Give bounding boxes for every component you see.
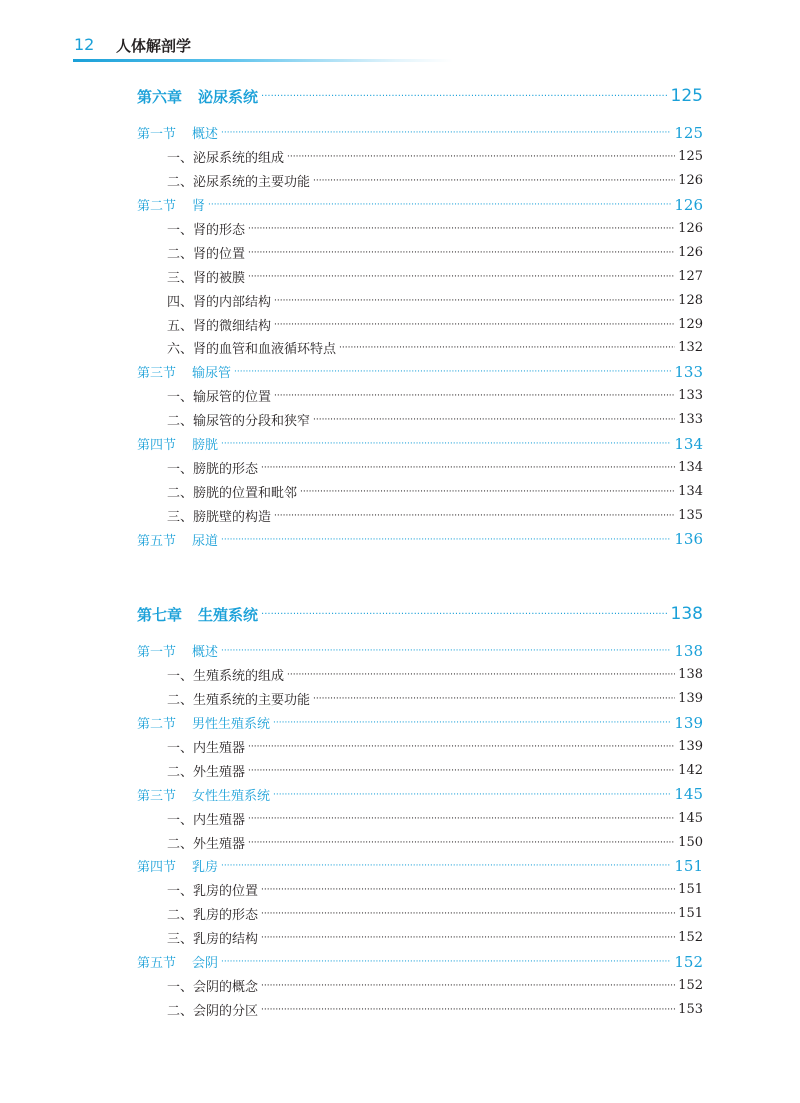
section-heading [137, 641, 218, 660]
section-page-number: 151 [674, 856, 703, 875]
subsection-page-number: 134 [678, 483, 703, 499]
toc-chapter-7 [137, 589, 703, 1021]
dot-leader [313, 414, 675, 425]
subsection-title: 一、会阴的概念 [167, 979, 259, 995]
chapter-entry[interactable] [137, 589, 703, 639]
subsection-entry[interactable] [137, 217, 703, 241]
subsection-entry[interactable] [137, 145, 703, 169]
section-page-number: 125 [674, 123, 703, 142]
section-label: 第三节 [137, 788, 177, 804]
dot-leader [261, 1004, 675, 1015]
subsection-entry[interactable] [137, 264, 703, 288]
subsection-title: 四、肾的内部结构 [167, 294, 272, 310]
dot-leader [287, 151, 675, 162]
section-page-number: 145 [674, 785, 703, 804]
dot-leader [300, 486, 675, 497]
section-heading [137, 434, 218, 453]
dot-leader [274, 390, 675, 401]
subsection-title: 一、泌尿系统的组成 [167, 151, 285, 167]
running-header [73, 28, 453, 62]
subsection-page-number: 139 [678, 691, 703, 707]
dot-leader [339, 342, 675, 353]
subsection-entry[interactable] [137, 663, 703, 687]
section-heading [137, 952, 218, 971]
section-entry[interactable] [137, 950, 703, 974]
subsection-entry[interactable] [137, 902, 703, 926]
section-label: 第二节 [137, 717, 177, 733]
dot-leader [287, 669, 675, 680]
section-heading [137, 123, 218, 142]
subsection-title: 三、肾的被膜 [167, 270, 246, 286]
dot-leader [248, 271, 675, 282]
dot-leader [234, 366, 671, 377]
section-heading [137, 785, 270, 804]
subsection-page-number: 133 [678, 388, 703, 404]
subsection-title: 二、泌尿系统的主要功能 [167, 175, 311, 191]
section-page-number: 136 [674, 530, 703, 549]
chapter-title: 泌尿系统 [198, 87, 259, 106]
subsection-page-number: 126 [678, 173, 703, 189]
section-page-number: 139 [674, 713, 703, 732]
section-label: 第四节 [137, 860, 177, 876]
dot-leader [221, 645, 671, 656]
subsection-entry[interactable] [137, 455, 703, 479]
section-entry[interactable] [137, 711, 703, 735]
section-title: 肾 [192, 199, 206, 215]
section-title: 女性生殖系统 [192, 788, 271, 804]
section-entry[interactable] [137, 782, 703, 806]
section-page-number: 134 [674, 434, 703, 453]
subsection-entry[interactable] [137, 240, 703, 264]
chapter-page-number: 138 [670, 604, 703, 624]
subsection-entry[interactable] [137, 687, 703, 711]
section-page-number: 152 [674, 952, 703, 971]
chapter-heading [137, 604, 258, 625]
subsection-entry[interactable] [137, 336, 703, 360]
dot-leader [221, 860, 671, 871]
subsection-entry[interactable] [137, 288, 703, 312]
section-page-number: 126 [674, 195, 703, 214]
dot-leader [274, 295, 675, 306]
section-title: 输尿管 [192, 366, 232, 382]
subsection-title: 三、乳房的结构 [167, 932, 259, 948]
dot-leader [273, 789, 671, 800]
dot-leader [221, 127, 671, 138]
subsection-title: 二、乳房的形态 [167, 908, 259, 924]
subsection-page-number: 139 [678, 739, 703, 754]
section-title: 会阴 [192, 956, 219, 972]
subsection-title: 一、肾的形态 [167, 223, 246, 238]
dot-leader [313, 693, 675, 704]
section-label: 第二节 [137, 199, 177, 215]
section-heading [137, 195, 205, 214]
page-number: 12 [74, 35, 95, 54]
section-entry[interactable] [137, 121, 703, 145]
subsection-page-number: 126 [678, 244, 703, 260]
subsection-page-number: 142 [678, 762, 703, 778]
subsection-page-number: 145 [678, 810, 703, 826]
subsection-entry[interactable] [137, 735, 703, 759]
section-title: 概述 [192, 127, 219, 143]
subsection-title: 二、外生殖器 [167, 764, 246, 780]
subsection-entry[interactable] [137, 384, 703, 408]
subsection-title: 二、肾的位置 [167, 246, 246, 262]
subsection-title: 五、肾的微细结构 [167, 318, 272, 334]
section-label: 第五节 [137, 956, 177, 972]
subsection-page-number: 128 [678, 292, 703, 308]
subsection-entry[interactable] [137, 758, 703, 782]
subsection-entry[interactable] [137, 997, 703, 1021]
dot-leader [221, 956, 671, 967]
chapter-label: 第七章 [137, 605, 183, 624]
section-title: 男性生殖系统 [192, 717, 271, 733]
subsection-entry[interactable] [137, 973, 703, 997]
section-page-number: 138 [674, 641, 703, 660]
subsection-page-number: 127 [678, 268, 703, 284]
header-rule [73, 59, 453, 62]
subsection-page-number: 151 [678, 882, 703, 898]
dot-leader [261, 90, 668, 102]
dot-leader [261, 932, 675, 943]
subsection-title: 二、生殖系统的主要功能 [167, 693, 311, 709]
subsection-entry[interactable] [137, 312, 703, 336]
section-label: 第三节 [137, 366, 177, 382]
section-title: 尿道 [192, 533, 219, 549]
book-title: 人体解剖学 [116, 37, 192, 55]
subsection-entry[interactable] [137, 806, 703, 830]
section-title: 概述 [192, 645, 219, 661]
dot-leader [261, 980, 675, 991]
subsection-page-number: 153 [678, 1001, 703, 1017]
section-entry[interactable] [137, 639, 703, 663]
dot-leader [261, 908, 675, 919]
subsection-page-number: 138 [678, 667, 703, 683]
subsection-title: 一、输尿管的位置 [167, 390, 272, 406]
subsection-entry[interactable] [137, 830, 703, 854]
subsection-title: 一、乳房的位置 [167, 884, 259, 900]
dot-leader [248, 813, 675, 824]
subsection-entry[interactable] [137, 408, 703, 432]
dot-leader [261, 884, 675, 895]
dot-leader [313, 175, 675, 186]
dot-leader [274, 319, 675, 330]
dot-leader [248, 247, 675, 258]
section-title: 膀胱 [192, 438, 219, 454]
subsection-title: 二、外生殖器 [167, 836, 246, 852]
chapter-page-number: 125 [670, 86, 703, 106]
subsection-page-number: 152 [678, 977, 703, 993]
section-heading [137, 530, 218, 549]
subsection-page-number: 132 [678, 340, 703, 356]
subsection-title: 二、膀胱的位置和毗邻 [167, 485, 298, 501]
toc-chapter-6 [137, 71, 703, 551]
subsection-title: 一、内生殖器 [167, 812, 246, 828]
subsection-page-number: 135 [678, 507, 703, 523]
chapter-label: 第六章 [137, 87, 183, 106]
dot-leader [248, 765, 675, 776]
subsection-title: 一、膀胱的形态 [167, 461, 259, 477]
subsection-page-number: 150 [678, 834, 703, 850]
subsection-entry[interactable] [137, 926, 703, 950]
section-heading [137, 856, 218, 875]
subsection-page-number: 151 [678, 906, 703, 922]
dot-leader [248, 223, 675, 234]
subsection-title: 一、内生殖器 [167, 741, 246, 756]
chapter-title: 生殖系统 [198, 605, 259, 624]
subsection-title: 六、肾的血管和血液循环特点 [167, 342, 337, 358]
subsection-page-number: 134 [678, 459, 703, 475]
section-title: 乳房 [192, 860, 219, 876]
section-entry[interactable] [137, 360, 703, 384]
subsection-page-number: 133 [678, 412, 703, 428]
dot-leader [221, 534, 671, 545]
dot-leader [248, 741, 675, 752]
subsection-title: 二、输尿管的分段和狭窄 [167, 414, 311, 430]
dot-leader [261, 608, 668, 620]
subsection-entry[interactable] [137, 878, 703, 902]
section-label: 第五节 [137, 533, 177, 549]
section-entry[interactable] [137, 193, 703, 217]
section-label: 第一节 [137, 645, 177, 661]
dot-leader [261, 462, 675, 473]
subsection-page-number: 125 [678, 149, 703, 165]
subsection-page-number: 126 [678, 221, 703, 236]
dot-leader [273, 717, 671, 728]
subsection-entry[interactable] [137, 479, 703, 503]
dot-leader [221, 438, 671, 449]
section-entry[interactable] [137, 432, 703, 456]
subsection-entry[interactable] [137, 503, 703, 527]
subsection-title: 一、生殖系统的组成 [167, 669, 285, 685]
section-entry[interactable] [137, 527, 703, 551]
section-heading [137, 362, 231, 381]
dot-leader [208, 199, 671, 210]
chapter-entry[interactable] [137, 71, 703, 121]
dot-leader [274, 510, 675, 521]
dot-leader [248, 837, 675, 848]
section-entry[interactable] [137, 854, 703, 878]
subsection-page-number: 152 [678, 930, 703, 946]
section-page-number: 133 [674, 362, 703, 381]
subsection-entry[interactable] [137, 169, 703, 193]
subsection-page-number: 129 [678, 316, 703, 332]
chapter-heading [137, 86, 258, 107]
section-heading [137, 713, 270, 732]
section-label: 第一节 [137, 127, 177, 143]
section-label: 第四节 [137, 438, 177, 454]
subsection-title: 二、会阴的分区 [167, 1003, 259, 1019]
subsection-title: 三、膀胱壁的构造 [167, 509, 272, 525]
